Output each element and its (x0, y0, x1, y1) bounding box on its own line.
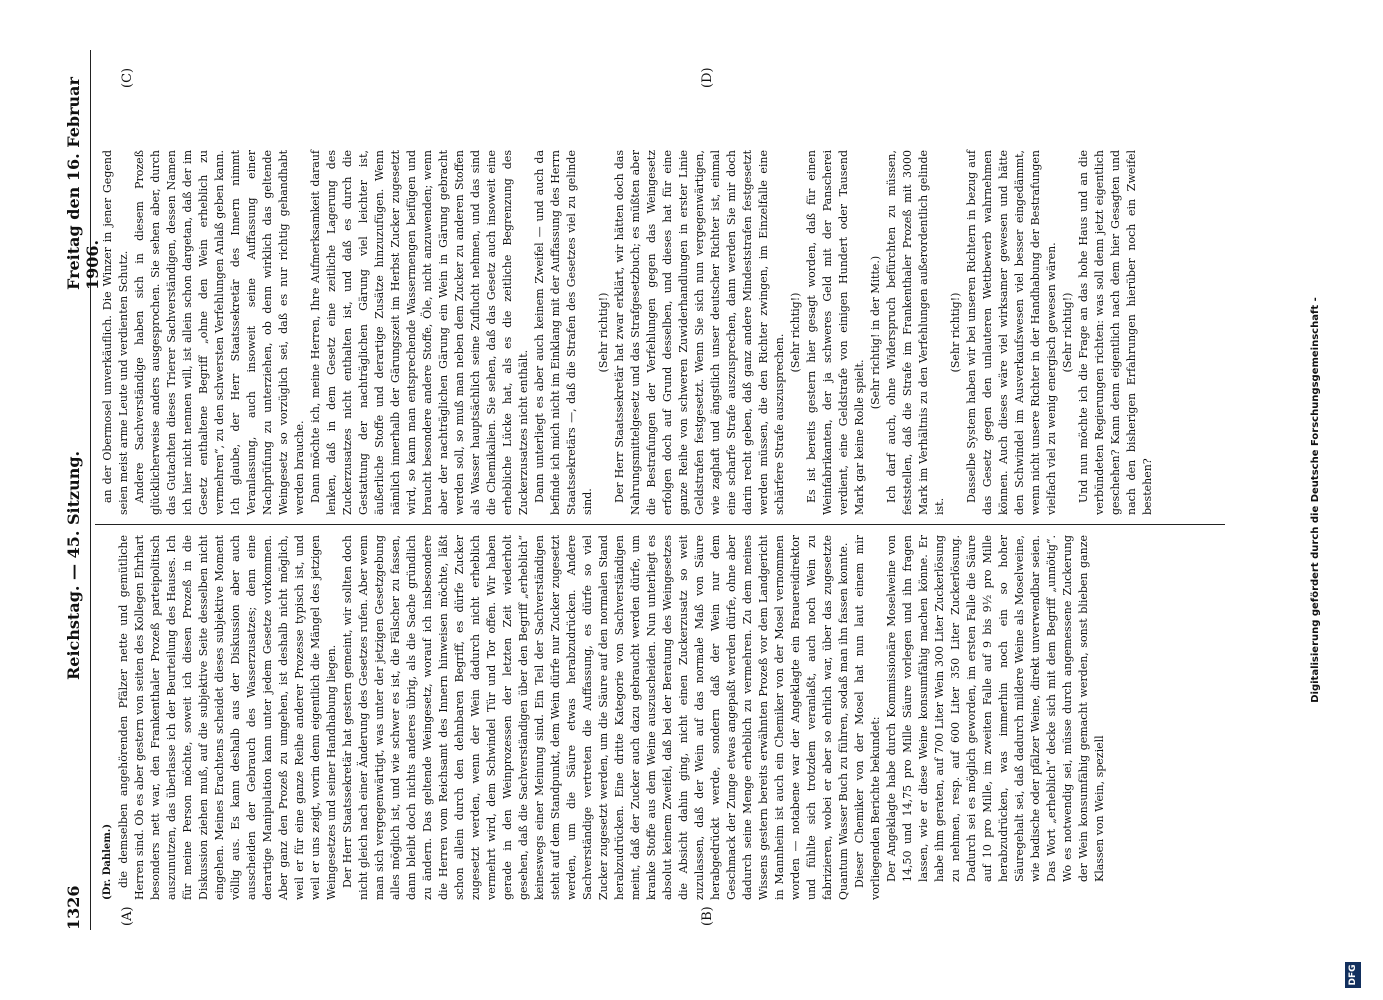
paragraph: Dasselbe System haben wir bei unseren Richtern in bezug auf das Gesetz gegen den unlauteren Wettbewerb wahrnehmen können. Auch dieses wäre viel wirksamer gewesen und hätte den Schwindel im Ausverkaufswesen viel besser eingedämmt, wenn nicht unsere Richter in der Handhabung der Bestrafungen vielfach viel zu wenig energisch gewesen wären. (965, 150, 1058, 515)
margin-mark-c: (C) (120, 67, 135, 88)
paragraph: Ich darf auch, ohne Widerspruch befürchten zu müssen, feststellen, daß die Strafe im Frankenthaler Prozeß mit 3000 Mark im Verhältnis zu den Verfehlungen außerordentlich gelinde ist. (885, 150, 946, 515)
paragraph: Der Herr Staatssekretär hat zwar erklärt, wir hätten doch das Nahrungsmittelgesetz und das Strafgesetzbuch; es müßten aber die Bestrafungen der Verfehlungen gegen das Weingesetz erfolgen doch auf Grund desselben, und dieses hat für eine ganze Reihe von schweren Zuwiderhandlungen in erster Linie Geldstrafen festgesetzt. Wenn Sie sich nun vergegenwärtigen, wie zaghaft und ängstlich unser deutscher Richter ist, einmal eine scharfe Strafe auszusprechen, dann werden Sie mir doch darin recht geben, daß ganz andere Mindeststrafen festgesetzt werden müssen, die den Richter zwingen, im Einzelfalle eine schärfere Strafe auszusprechen. (613, 150, 786, 515)
paragraph: Andere Sachverständige haben sich in diesem Prozeß glücklicherweise anders ausgesprochen. Sie sehen aber, durch das Gutachten dieses Trierer Sachverständigen, dessen Namen ich hier nicht nennen will, ist allein schon dargetan, daß der im Gesetz enthaltene Begriff „ohne den Wein erheblich zu vermehren“, zu den schwersten Verfehlungen Anlaß geben kann. Ich glaube, der Herr Staatssekretär des Innern nimmt Veranlassung, auch insoweit seine Auffassung einer Nachprüfung zu unterziehen, ob denn wirklich das geltende Weingesetz so vorzüglich sei, daß es nur richtig gehandhabt werden brauche. (133, 150, 306, 515)
page-header (60, 50, 102, 930)
paragraph: Dann unterliegt es aber auch keinem Zweifel — und auch da befinde ich mich nicht im Einklang mit der Auffassung des Herrn Staatssekretärs —, daß die Strafen des Gesetzes viel zu gelinde sind. (533, 150, 594, 515)
speaker-tag: (Dr. Dahlem.) (102, 823, 113, 900)
session-title: Reichstag. — 45. Sitzung. (64, 450, 83, 680)
paragraph: Dieser Chemiker von der Mosel hat nun laut einem mir vorliegenden Berichte bekundet: (853, 535, 882, 900)
column-divider (95, 524, 1225, 525)
date-title: Freitag den 16. Februar 1906. (64, 77, 102, 290)
margin-mark-b: (B) (700, 906, 715, 926)
paragraph: Es ist bereits gestern hier gesagt worden, daß für einen Weinfabrikanten, der ja schweres Geld mit der Panscherei verdient, eine Geldstrafe von einigen Hundert oder Tausend Mark gar keine Rolle spielt. (805, 150, 866, 515)
paragraph: die demselben angehörenden Pfälzer nette und gemütliche Herren sind. Ob es aber gestern von seiten des Kollegen Ehrhart besonders nett war, den Frankenthaler Prozeß parteipolitisch auszunutzen, das überlasse ich der Beurteilung des Hauses. Ich für meine Person möchte, soweit ich diesen Prozeß in die Diskussion ziehen muß, auf die subjektive Seite desselben nicht eingehen. Meines Erachtens scheidet dieses subjektive Moment völlig aus. Es kann deshalb aus der Diskussion aber auch ausscheiden der Gebrauch des Wasserzusatzes; denn eine derartige Manipulation kann unter jedem Gesetze vorkommen. Aber ganz den Prozeß zu umgehen, ist deshalb nicht möglich, weil er für eine ganze Reihe anderer Prozesse typisch ist, und weil er uns zeigt, worin denn eigentlich die Mängel des jetzigen Weingesetzes und seiner Handhabung liegen. (117, 535, 338, 900)
digitization-note: Digitalisierung gefördert durch die Deutsche Forschungsgemeinschaft - (1310, 297, 1321, 703)
interjection: (Sehr richtig!) (949, 292, 962, 373)
right-column (100, 150, 1156, 515)
paragraph: an der Obermosel unverkäuflich. Die Winzer in jener Gegend seien meist arme Leute und verdienten Schutz. (101, 150, 130, 515)
left-column (100, 535, 1108, 900)
dfg-logo: DFG (1345, 962, 1361, 988)
paragraph: Der Herr Staatssekretär hat gestern gemeint, wir sollten doch nicht gleich nach einer Änderung des Gesetzes rufen. Aber wenn man sich vergegenwärtigt, was unter der jetzigen Gesetzgebung alles möglich ist, und wie schwer es ist, die Fälscher zu fassen, dann bleibt doch nichts anderes übrig, als die Sache gründlich zu ändern. Das geltende Weingesetz, worauf ich insbesondere die Herren vom Reichsamt des Innern hinweisen möchte, läßt schon allein durch den dehnbaren Begriff, es dürfe Zucker zugesetzt werden, wenn der Wein dadurch nicht erheblich vermehrt wird, dem Schwindel Tür und Tor offen. Wir haben gerade in den Weinprozessen der letzten Zeit wiederholt gesehen, daß die Sachverständigen über den Begriff „erheblich“ keineswegs einer Meinung sind. Ein Teil der Sachverständigen steht auf dem Standpunkt, dem Wein dürfe nur Zucker zugesetzt werden, um die Säure etwas herabzudrücken. Andere Sachverständige vertreten die Auffassung, es dürfe so viel Zucker zugesetzt werden, um die Säure auf den normalen Stand herabzudrücken. Eine dritte Kategorie von Sachverständigen meint, daß der Zucker auch dazu gebraucht werden dürfe, um kranke Stoffe aus dem Weine auszuscheiden. Nun unterliegt es absolut keinem Zweifel, daß bei der Beratung des Weingesetzes die Absicht dahin ging, nicht einen Zuckerzusatz so weit zuzulassen, daß der Wein auf das normale Maß von Säure herabgedrückt werde, sondern daß der Wein nur dem Geschmack der Zunge etwas angepaßt werden dürfe, ohne aber dadurch seine Menge erheblich zu vermehren. Zu dem meines Wissens gestern bereits erwähnten Prozeß vor dem Landgericht in Mannheim ist auch ein Chemiker von der Mosel vernommen worden — notabene war der Angeklagte ein Brauereidirektor und fühlte sich trotzdem veranlaßt, auch noch Wein zu fabrizieren, wobei er aber so ehrlich war, über das zugesetzte Quantum Wasser Buch zu führen, sodaß man ihn fassen konnte. (341, 535, 850, 900)
interjection: (Sehr richtig!) (597, 292, 610, 373)
quoted-report: Der Angeklagte habe durch Kommissionäre Moselweine von 14,50 und 14,75 pro Mille Säure vorlegen und ihn fragen lassen, wie er diese Weine konsumfähig machen könne. Er habe ihm geraten, auf 700 Liter Wein 300 Liter Zuckerlösung zu nehmen, resp. auf 600 Liter 350 Liter Zuckerlösung. Dadurch sei es möglich geworden, im ersten Falle die Säure auf 10 pro Mille, im zweiten Falle auf 9 bis 9½ pro Mille herabzudrücken, was immerhin noch ein so hoher Säuregehalt sei, daß dadurch mildere Weine als Moselweine, wie badische oder pfälzer Weine, direkt unverwendbar seien. Das Wort „erheblich“ decke sich mit dem Begriff „unnötig“. Wo es notwendig sei, müsse durch angemessene Zuckerung der Wein konsumfähig gemacht werden, sonst blieben ganze Klassen von Wein, speziell (885, 535, 1106, 882)
page-number: 1326 (64, 885, 83, 930)
margin-mark-a: (A) (120, 906, 135, 926)
interjection: (Sehr richtig! in der Mitte.) (869, 255, 882, 410)
paragraph: Dann möchte ich, meine Herren, Ihre Aufmerksamkeit darauf lenken, daß in dem Gesetz eine zeitliche Lagerung des Zuckerzusatzes nicht enthalten ist, und daß es durch die Gestattung der nachträglichen Gärung viel leichter ist, äußerliche Stoffe und derartige Zusätze hinzuzufügen. Wenn nämlich innerhalb der Gärungszeit im Herbst Zucker zugesetzt wird, so kann man entsprechende Wassermengen beifügen und braucht besondere andere Stoffe, Öle, nicht anzuwenden; wenn aber der nachträglichen Gärung ein Wein in Gärung gebracht werden soll, so muß man neben dem Zucker zu anderen Stoffen als Wasser hauptsächlich seine Zuflucht nehmen, und das sind die Chemikalien. Sie sehen, daß das Gesetz auch insoweit eine erhebliche Lücke hat, als es die zeitliche Begrenzung des Zuckerzusatzes nicht enthält. (309, 150, 530, 515)
margin-mark-d: (D) (700, 67, 715, 88)
interjection: (Sehr richtig!) (1061, 292, 1074, 373)
paragraph: Und nun möchte ich die Frage an das hohe Haus und an die verbündeten Regierungen richten: was soll denn jetzt eigentlich geschehen? Kann denn eigentlich nach dem hier Gesagten und nach den bisherigen Erfahrungen hierüber noch ein Zweifel bestehen? (1077, 150, 1154, 515)
interjection: (Sehr richtig!) (789, 292, 802, 373)
